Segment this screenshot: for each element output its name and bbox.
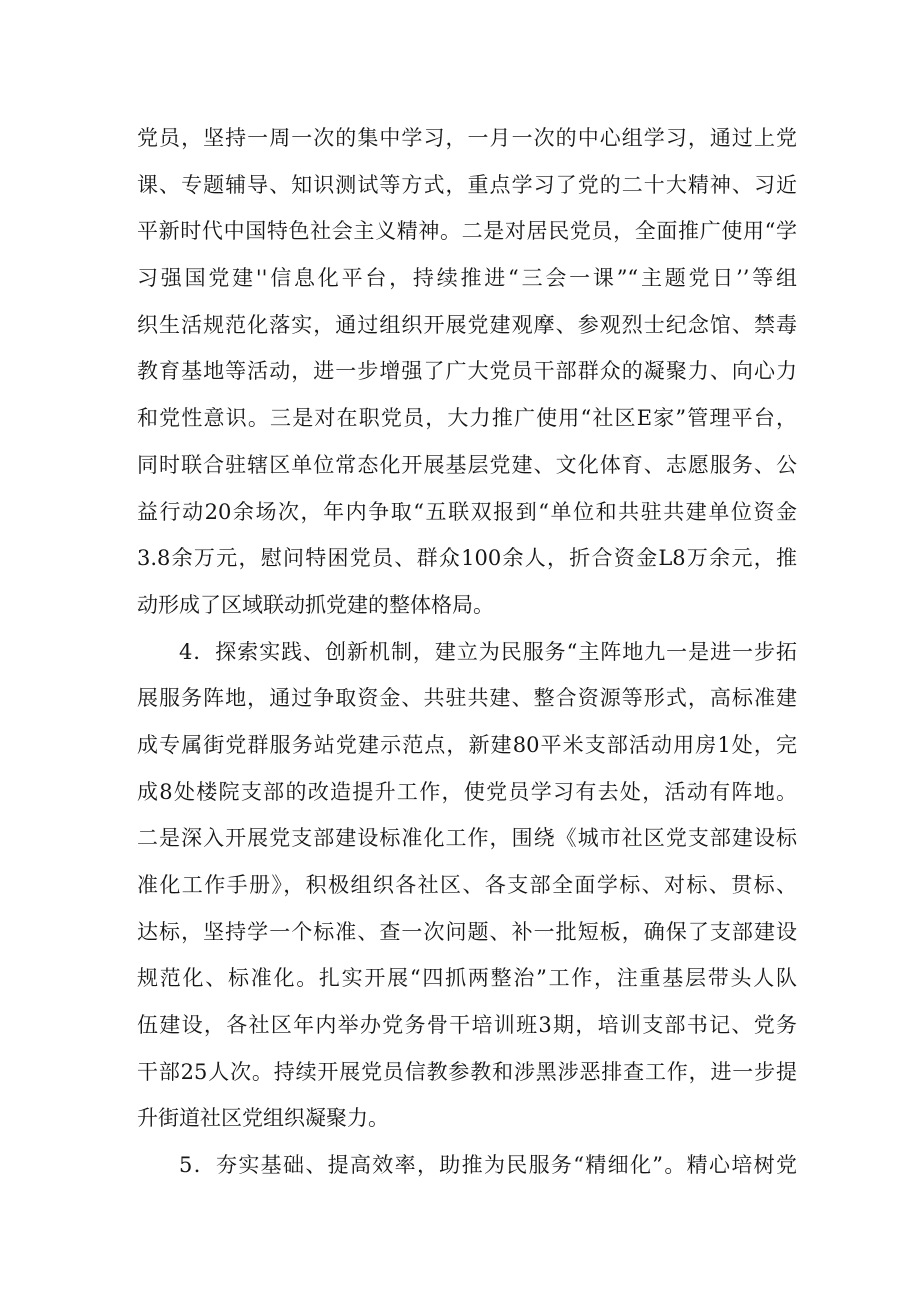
text-line: 和党性意识。三是对在职党员，大力推广使用“社区E家”管理平台， — [137, 406, 797, 431]
paragraph-party-study — [137, 115, 797, 629]
text-line: 升街道社区党组织凝聚力。 — [137, 1106, 389, 1131]
paragraph-item-4 — [137, 629, 797, 1143]
text-line: 伍建设，各社区年内举办党务骨干培训班3期，培训支部书记、党务 — [137, 1013, 797, 1038]
text-line: 达标，坚持学一个标准、查一次问题、补一批短板，确保了支部建设 — [137, 919, 797, 944]
text-line: 织生活规范化落实，通过组织开展党建观摩、参观烈士纪念馆、禁毒 — [137, 312, 797, 337]
text-line: 益行动20余场次，年内争取“五联双报到“单位和共驻共建单位资金 — [137, 499, 797, 524]
text-line: 平新时代中国特色社会主义精神。二是对居民党员，全面推广使用“学 — [137, 219, 797, 244]
text-line: 党员，坚持一周一次的集中学习，一月一次的中心组学习，通过上党 — [137, 126, 797, 150]
text-line: 5．夯实基础、提高效率，助推为民服务“精细化”。精心培树党 — [179, 1153, 797, 1178]
text-line: 规范化、标准化。扎实开展“四抓两整治”工作，注重基层带头人队 — [137, 966, 797, 991]
text-line: 3.8余万元，慰问特困党员、群众100余人，折合资金L8万余元，推 — [137, 546, 797, 571]
text-line: 习强国党建''信息化平台，持续推进“三会一课”“主题党日’’等组 — [137, 266, 797, 291]
text-line: 4．探索实践、创新机制，建立为民服务“主阵地九一是进一步拓 — [179, 639, 797, 664]
text-line: 准化工作手册》，积极组织各社区、各支部全面学标、对标、贯标、 — [137, 873, 797, 897]
text-line: 课、专题辅导、知识测试等方式，重点学习了党的二十大精神、习近 — [137, 172, 797, 197]
text-line: 同时联合驻辖区单位常态化开展基层党建、文化体育、志愿服务、公 — [137, 452, 797, 477]
text-line: 动形成了区域联动抓党建的整体格局。 — [137, 592, 494, 617]
text-line: 教育基地等活动，进一步增强了广大党员干部群众的凝聚力、向心力 — [137, 359, 797, 384]
paragraph-item-5 — [137, 1142, 797, 1189]
text-line: 二是深入开展党支部建设标准化工作，围绕《城市社区党支部建设标 — [137, 826, 797, 851]
text-line: 干部25人次。持续开展党员信教参教和涉黑涉恶排查工作，进一步提 — [137, 1059, 797, 1084]
text-line: 成专属街党群服务站党建示范点，新建80平米支部活动用房1处，完 — [137, 732, 797, 757]
text-line: 展服务阵地，通过争取资金、共驻共建、整合资源等形式，高标准建 — [137, 686, 797, 711]
document-body — [137, 115, 797, 1189]
text-line: 成8处楼院支部的改造提升工作，使党员学习有去处，活动有阵地。 — [137, 779, 797, 804]
